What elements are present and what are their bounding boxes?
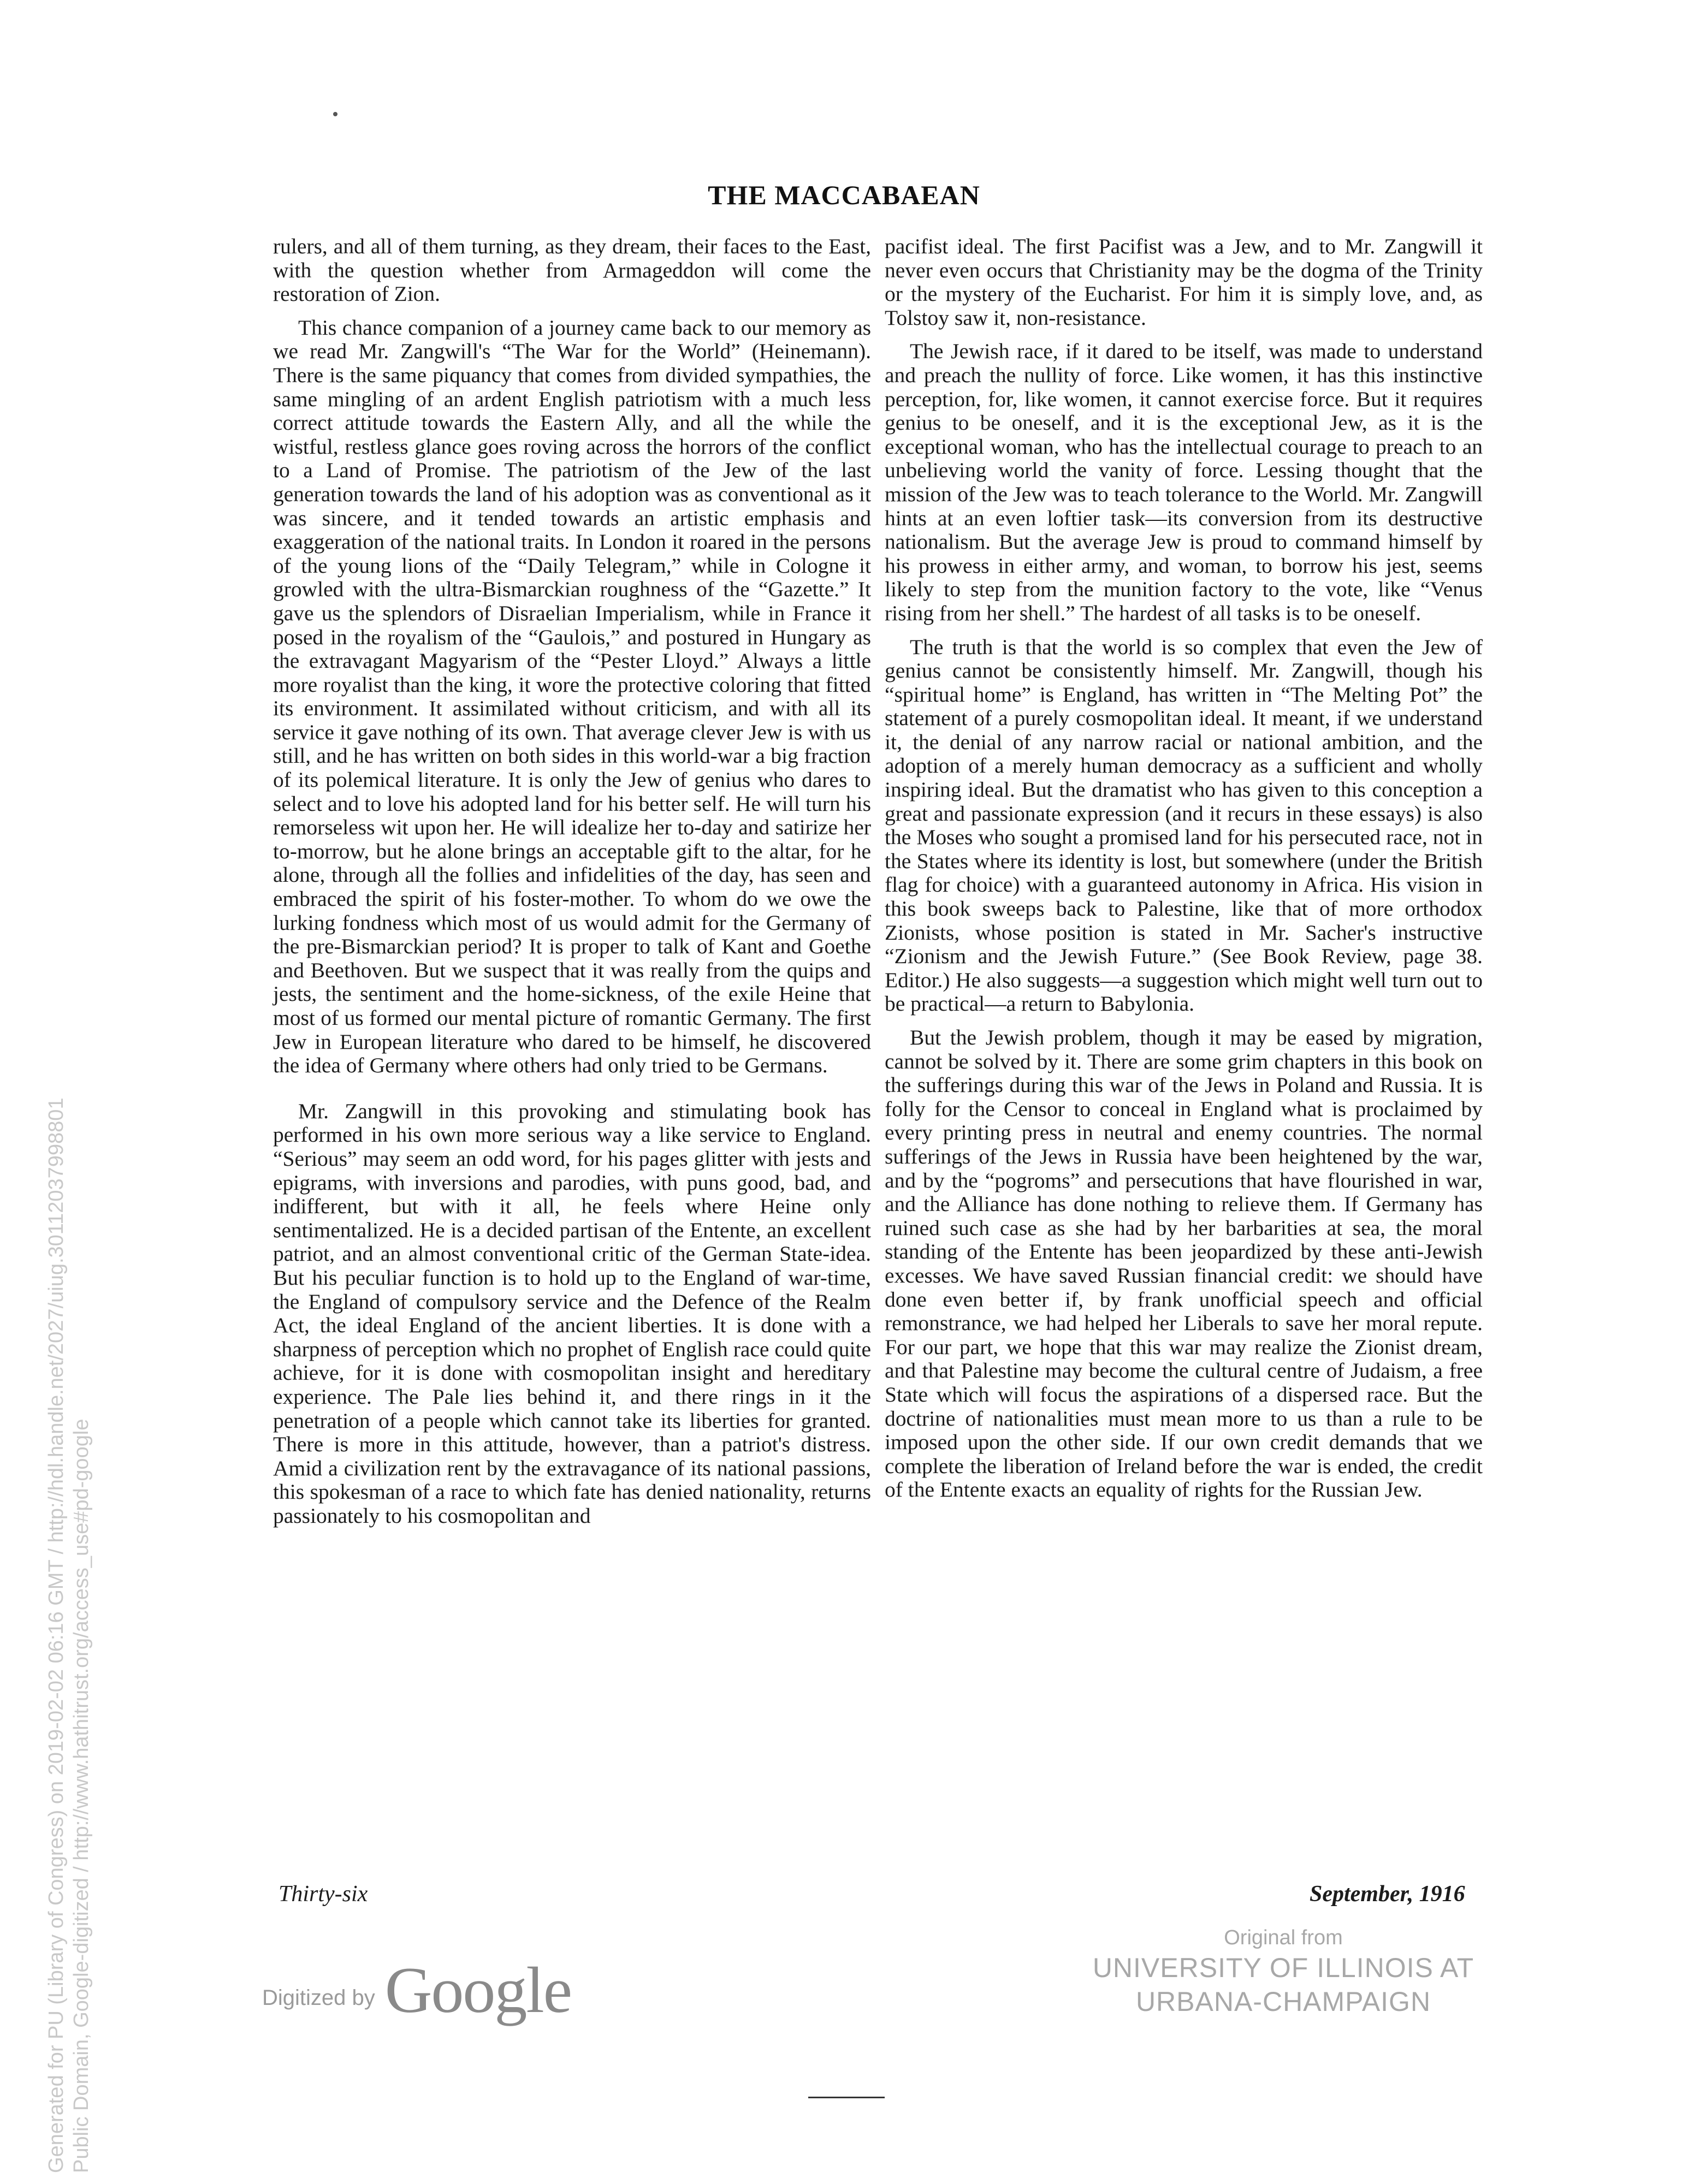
side-watermark: [44, 44, 153, 2173]
left-paragraph-3: Mr. Zangwill in this provoking and stimulating book has performed in his own more serious way a like service to England. “Serious” may seem an odd word, for his pages glitter with jests and epigrams, with inversions and parodies, with puns good, bad, and indifferent, but with it all, he feels where Heine only sentimentalized. He is a decided partisan of the Entente, an excellent patriot, and an almost conventional critic of the German State-idea. But his peculiar function is to hold up to the England of war-time, the England of compulsory service and the Defence of the Realm Act, the ideal England of the ancient liberties. It is done with a sharpness of perception which no prophet of English race could quite achieve, for it is done with cosmopolitan insight and hereditary experience. The Pale lies behind it, and there rings in it the penetration of a people which cannot take its liberties for granted. There is more in this attitude, however, than a patriot's distress. Amid a civilization rent by the extravagance of its national passions, this spokesman of a race to which fate has denied nationality, returns passionately to his cosmopolitan and: [273, 1099, 871, 1528]
page-number-label: Thirty-six: [279, 1882, 368, 1907]
scan-speck: [333, 112, 337, 116]
left-column: [273, 235, 871, 1538]
right-paragraph-3: The truth is that the world is so complex that even the Jew of genius cannot be consistently himself. Mr. Zangwill, though his “spiritual home” is England, has written in “The Melting Pot” the statement of a purely cosmopolitan ideal. It meant, if we understand it, the denial of any narrow racial or national ambition, and the adoption of a merely human democracy as a sufficient and wholly inspiring ideal. But the dramatist who has given to this conception a great and passionate expression (and it recurs in these essays) is also the Moses who sought a promised land for his persecuted race, not in the States where its identity is lost, but somewhere (under the British flag for choice) with a guaranteed autonomy in Africa. His vision in this book sweeps back to Palestine, like that of more orthodox Zionists, whose position is stated in Mr. Sacher's instructive “Zionism and the Jewish Future.” (See Book Review, page 38. Editor.) He also suggests—a suggestion which might well turn out to be practical—a return to Babylonia.: [885, 634, 1483, 1016]
issue-date: September, 1916: [1310, 1882, 1465, 1907]
original-from-label: Original from: [1224, 1926, 1343, 1949]
page-title: THE MACCABAEAN: [708, 180, 980, 210]
google-logo: Google: [384, 1954, 572, 2026]
digitized-by-label: Digitized by: [262, 1986, 375, 2010]
original-source: [1038, 1925, 1529, 2019]
left-paragraph-1: rulers, and all of them turning, as they dream, their faces to the East, with the question whether from Armageddon will come the restoration of Zion.: [273, 234, 871, 306]
institution-line-1: UNIVERSITY OF ILLINOIS AT: [1092, 1952, 1474, 1983]
watermark-line-2: Public Domain, Google-digitized / http://www.hathitrust.org/access_use#pd-google: [70, 1419, 93, 2173]
digitized-by-google: [262, 1954, 572, 2026]
watermark-line-1: Generated for PU (Library of Congress) on 2019-02-02 06:16 GMT / http://hdl.handle.net/2027/uiug.30112037998801: [45, 1097, 68, 2173]
left-paragraph-2: This chance companion of a journey came back to our memory as we read Mr. Zangwill's “The War for the World” (Heinemann). There is the same piquancy that comes from divided sympathies, the same mingling of an ardent English patriotism with a much less correct attitude towards the Eastern Ally, and all the while the wistful, restless glance goes roving across the horrors of the conflict to a Land of Promise. The patriotism of the Jew of the last generation towards the land of his adoption was as conventional as it was sincere, and it tended towards an artistic emphasis and exaggeration of the national traits. In London it roared in the persons of the young lions of the “Daily Telegram,” while in Cologne it growled with the ultra-Bismarckian roughness of the “Gazette.” It gave us the splendors of Disraelian Imperialism, while in France it posed in the royalism of the “Gaulois,” and postured in Hungary as the extravagant Magyarism of the “Pester Lloyd.” Always a little more royalist than the king, it wore the protective coloring that fitted its environment. It assimilated without criticism, and with all its service it gave nothing of its own. That average clever Jew is with us still, and he has written on both sides in this world-war a big fraction of its polemical literature. It is only the Jew of genius who dares to select and to love his adopted land for his better self. He will turn his remorseless wit upon her. He will idealize her to-day and satirize her to-morrow, but he alone brings an acceptable gift to the altar, for he alone, through all the follies and infidelities of the day, has seen and embraced the spirit of his foster-mother. To whom do we owe the lurking fondness which most of us would admit for the Germany of the pre-Bismarckian period? It is proper to talk of Kant and Goethe and Beethoven. But we suspect that it was really from the quips and jests, the sentiment and the home-sickness, of the exile Heine that most of us formed our mental picture of romantic Germany. The first Jew in European literature who dared to be himself, he discovered the idea of Germany where others had only tried to be Germans.: [273, 315, 871, 1078]
bottom-rule: [808, 2097, 885, 2098]
right-paragraph-4: But the Jewish problem, though it may be eased by migration, cannot be solved by it. There are some grim chapters in this book on the sufferings during this war of the Jews in Poland and Russia. It is folly for the Censor to conceal in England what is proclaimed by every printing press in neutral and enemy countries. The normal sufferings of the Jews in Russia have been heightened by the war, and by the “pogroms” and persecutions that have flourished in war, and the Alliance has done nothing to relieve them. If Germany has ruined such case as she had by her barbarities at sea, the moral standing of the Entente has been jeopardized by these anti-Jewish excesses. We have saved Russian financial credit: we should have done even better if, by frank unofficial speech and official remonstrance, we had helped her Liberals to save her moral repute. For our part, we hope that this war may realize the Zionist dream, and that Palestine may become the cultural centre of Judaism, a free State which will focus the aspirations of a dispersed race. But the doctrine of nationalities must mean more to us than a rule to be imposed upon the other side. If our own credit demands that we complete the liberation of Ireland before the war is ended, the credit of the Entente exacts an equality of rights for the Russian Jew.: [885, 1025, 1483, 1502]
right-column: [885, 235, 1483, 1512]
right-paragraph-2: The Jewish race, if it dared to be itself, was made to understand and preach the nullity of force. Like women, it has this instinctive perception, for, like women, it cannot exercise force. But it requires genius to be oneself, and it is the exceptional Jew, as it is the exceptional woman, who has the intellectual courage to preach to an unbelieving world the vanity of force. Lessing thought that the mission of the Jew was to teach tolerance to the World. Mr. Zangwill hints at an even loftier task—its conversion from its destructive nationalism. But the average Jew is proud to command himself by his prowess in either army, and woman, to borrow his jest, seems likely to step from the munition factory to the vote, like “Venus rising from her shell.” The hardest of all tasks is to be oneself.: [885, 339, 1483, 625]
right-paragraph-1: pacifist ideal. The first Pacifist was a Jew, and to Mr. Zangwill it never even occurs that Christianity may be the dogma of the Trinity or the mystery of the Eucharist. For him it is simply love, and, as Tolstoy saw it, non-resistance.: [885, 234, 1483, 330]
institution-line-2: URBANA-CHAMPAIGN: [1135, 1986, 1431, 2017]
